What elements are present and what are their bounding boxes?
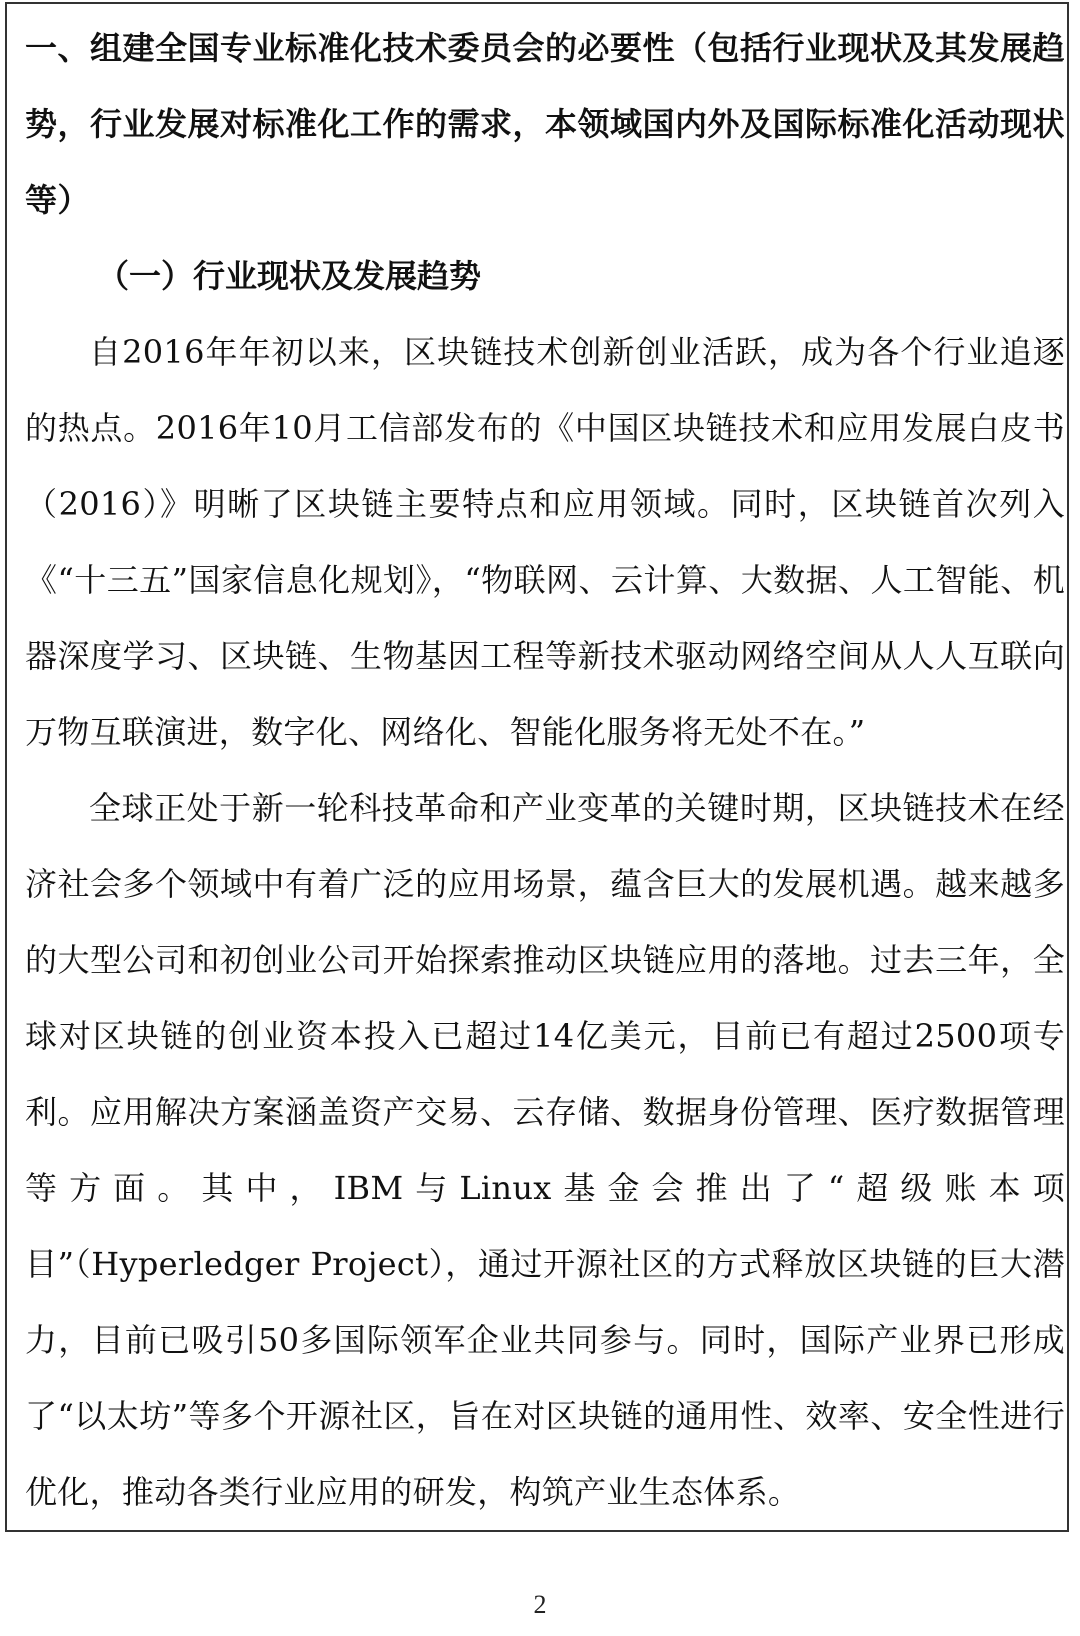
- document-body: [25, 10, 1065, 1530]
- paragraph-industry-status: 自2016年年初以来，区块链技术创新创业活跃，成为各个行业追逐的热点。2016年10月工信部发布的《中国区块链技术和应用发展白皮书（2016）》明晰了区块链主要特点和应用领域。同时，区块链首次列入《“十三五”国家信息化规划》，“物联网、云计算、大数据、人工智能、机器深度学习、区块链、生物基因工程等新技术驱动网络空间从人人互联向万物互联演进，数字化、网络化、智能化服务将无处不在。”: [25, 333, 1065, 751]
- section-heading: 一、组建全国专业标准化技术委员会的必要性（包括行业现状及其发展趋势，行业发展对标准化工作的需求，本领域国内外及国际标准化活动现状等）: [25, 29, 1066, 219]
- paragraph-global-development: 全球正处于新一轮科技革命和产业变革的关键时期，区块链技术在经济社会多个领域中有着广泛的应用场景，蕴含巨大的发展机遇。越来越多的大型公司和初创业公司开始探索推动区块链应用的落地。过去三年，全球对区块链的创业资本投入已超过14亿美元，目前已有超过2500项专利。应用解决方案涵盖资产交易、云存储、数据身份管理、医疗数据管理等方面。其中，IBM与Linux基金会推出了“超级账本项目”（Hyperledger Project），通过开源社区的方式释放区块链的巨大潜力，目前已吸引50多国际领军企业共同参与。同时，国际产业界已形成了“以太坊”等多个开源社区，旨在对区块链的通用性、效率、安全性进行优化，推动各类行业应用的研发，构筑产业生态体系。: [25, 789, 1065, 1511]
- page-number: 2: [533, 1590, 547, 1619]
- content-frame: [5, 2, 1069, 1532]
- subsection-heading: （一）行业现状及发展趋势: [97, 257, 482, 295]
